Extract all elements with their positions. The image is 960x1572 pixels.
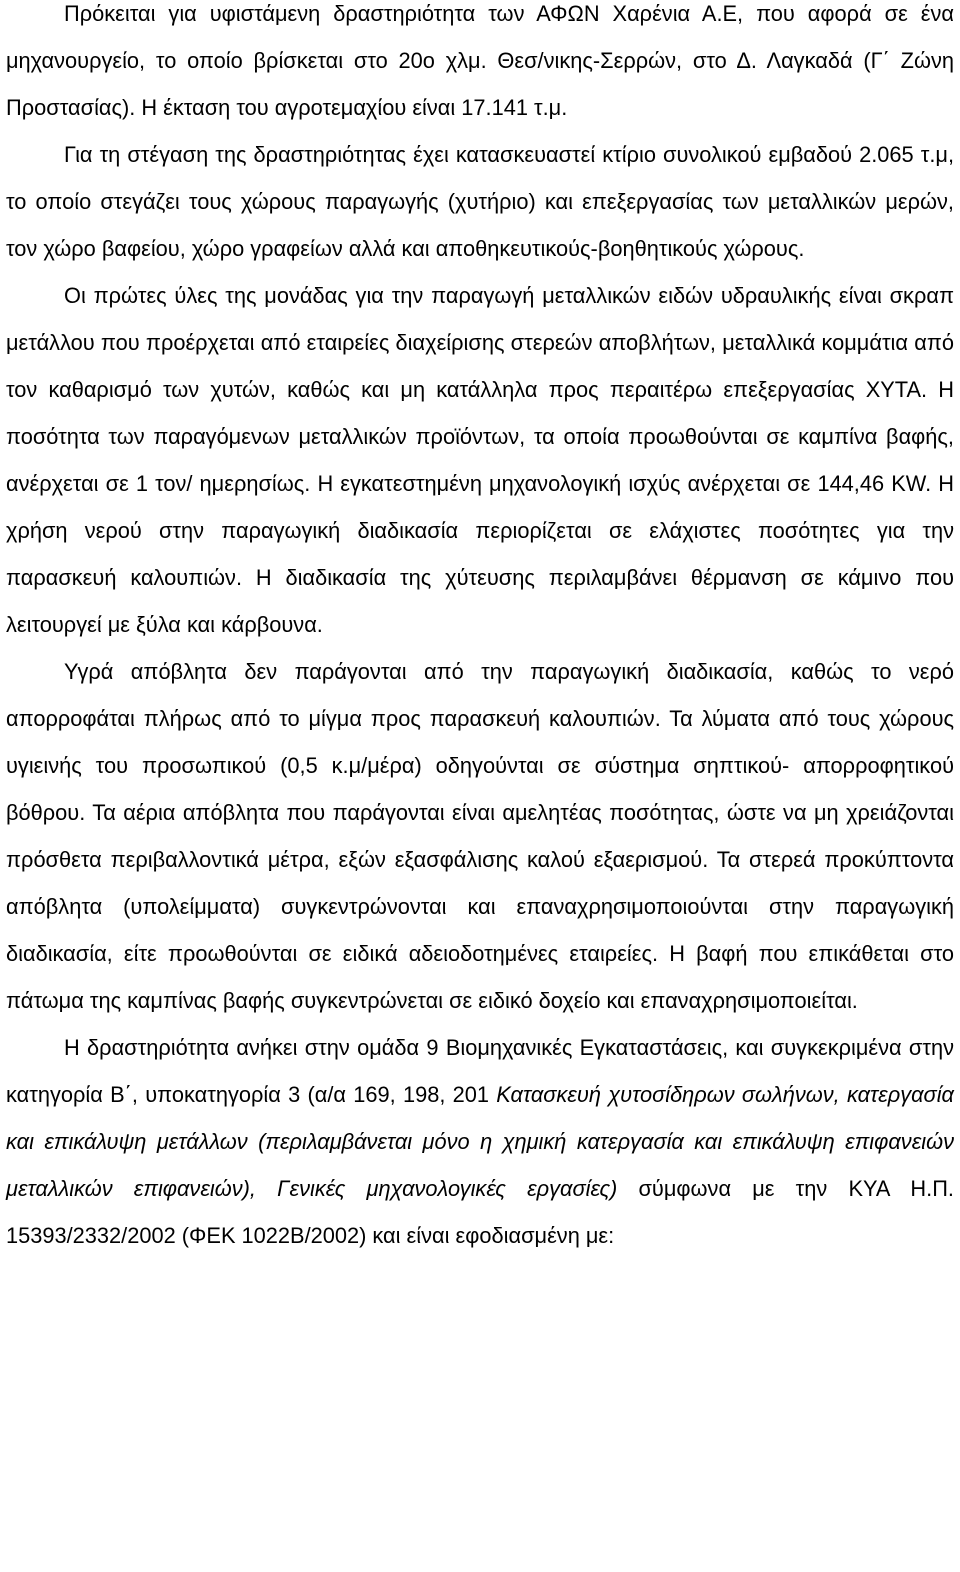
paragraph-building: Για τη στέγαση της δραστηριότητας έχει κατασκευαστεί κτίριο συνολικού εμβαδού 2.065 τ.μ, το οποίο στεγάζει τους χώρους παραγωγής (χυτήριο) και επεξεργασίας των μεταλλικών μερών, τον χώρο βαφείου, χώρο γραφείων αλλά και αποθηκευτικούς-βοηθητικούς χώρους.	[6, 142, 954, 261]
classification-text-after: σύμφωνα με την ΚΥΑ Η.Π. 15393/2332/2002 (ΦΕΚ 1022Β/2002) και είναι εφοδιασμένη με:	[6, 1176, 954, 1248]
paragraph-location: Πρόκειται για υφιστάμενη δραστηριότητα των ΑΦΩΝ Χαρένια Α.Ε, που αφορά σε ένα μηχανουργείο, το οποίο βρίσκεται στο 20ο χλμ. Θεσ/νικης-Σερρών, στο Δ. Λαγκαδά (Γ΄ Ζώνη Προστασίας). Η έκταση του αγροτεμαχίου είναι 17.141 τ.μ.	[6, 1, 954, 120]
classification-italic-text: Κατασκευή χυτοσίδηρων σωλήνων, κατεργασία και επικάλυψη μετάλλων (περιλαμβάνεται μόνο η χημική κατεργασία και επικάλυψη επιφανειών μεταλλικών επιφανειών), Γενικές μηχανολογικές εργασίες)	[6, 1082, 954, 1201]
paragraph-raw-materials: Οι πρώτες ύλες της μονάδας για την παραγωγή μεταλλικών ειδών υδραυλικής είναι σκραπ μετάλλου που προέρχεται από εταιρείες διαχείρισης στερεών αποβλήτων, μεταλλικά κομμάτια από τον καθαρισμό των χυτών, καθώς και μη κατάλληλα προς περαιτέρω επεξεργασίας ΧΥΤΑ. Η ποσότητα των παραγόμενων μεταλλικών προϊόντων, τα οποία προωθούνται σε καμπίνα βαφής, ανέρχεται σε 1 τον/ ημερησίως. Η εγκατεστημένη μηχανολογική ισχύς ανέρχεται σε 144,46 KW. Η χρήση νερού στην παραγωγική διαδικασία περιορίζεται σε ελάχιστες ποσότητες για την παρασκευή καλουπιών. Η διαδικασία της χύτευσης περιλαμβάνει θέρμανση σε κάμινο που λειτουργεί με ξύλα και κάρβουνα.	[6, 283, 954, 637]
classification-text-before: Η δραστηριότητα ανήκει στην ομάδα 9 Βιομηχανικές Εγκαταστάσεις, και συγκεκριμένα στην κατηγορία Β΄, υποκατηγορία 3 (α/α 169, 198, 201	[6, 1035, 954, 1107]
paragraph-classification	[0, 1024, 960, 1259]
paragraph-waste: Υγρά απόβλητα δεν παράγονται από την παραγωγική διαδικασία, καθώς το νερό απορροφάται πλήρως από το μίγμα προς παρασκευή καλουπιών. Τα λύματα από τους χώρους υγιεινής του προσωπικού (0,5 κ.μ/μέρα) οδηγούνται σε σύστημα σηπτικού- απορροφητικού βόθρου. Τα αέρια απόβλητα που παράγονται είναι αμελητέας ποσότητας, ώστε να μη χρειάζονται πρόσθετα περιβαλλοντικά μέτρα, εξών εξασφάλισης καλού εξαερισμού. Τα στερεά προκύπτοντα απόβλητα (υπολείμματα) συγκεντρώνονται και επαναχρησιμοποιούνται στην παραγωγική διαδικασία, είτε προωθούνται σε ειδικά αδειοδοτημένες εταιρείες. Η βαφή που επικάθεται στο πάτωμα της καμπίνας βαφής συγκεντρώνεται σε ειδικό δοχείο και επαναχρησιμοποιείται.	[6, 659, 954, 1013]
